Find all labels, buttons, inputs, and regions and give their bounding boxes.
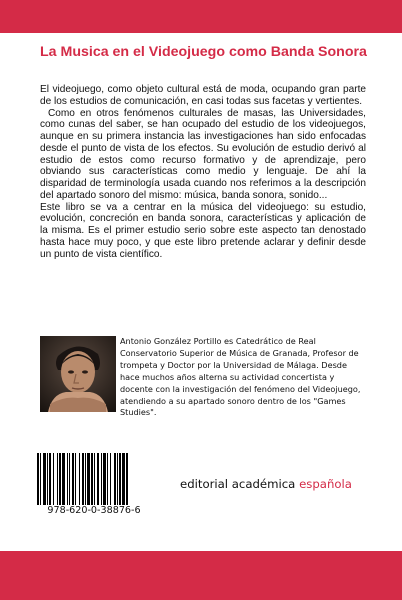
publisher-name-accent: española xyxy=(299,477,352,491)
publisher-name: editorial académica xyxy=(180,477,296,491)
author-photo xyxy=(40,336,116,412)
synopsis xyxy=(40,84,366,260)
isbn-number: 978-620-0-38876-6 xyxy=(47,505,141,516)
top-accent-band xyxy=(0,0,402,33)
synopsis-paragraph: Este libro se va a centrar en la música del videojuego: su estudio, evolución, concreción en banda sonora, características y aplicación de la misma. Es el primer estudio serio sobre este aspecto tan denostado hasta hace muy poco, y que este libro pretende aclarar y definir desde un punto de vista científico. xyxy=(40,201,366,260)
bottom-accent-band xyxy=(0,551,402,600)
publisher-logo xyxy=(180,477,380,491)
author-bio: Antonio González Portillo es Catedrático de Real Conservatorio Superior de Música de Granada, Profesor de trompeta y Doctor por la Universidad de Málaga. Desde hace muchos años alterna su actividad concertista y docente con la investigación del fenómeno del Videojuego, atendiendo a su apartado sonoro dentro de los "Games Studies". xyxy=(120,336,361,418)
barcode xyxy=(35,453,153,505)
book-title: La Musica en el Videojuego como Banda Sonora xyxy=(40,44,367,60)
synopsis-paragraph: El videojuego, como objeto cultural está de moda, ocupando gran parte de los estudios de comunicación, en casi todas sus facetas y vertientes. xyxy=(40,84,366,107)
synopsis-paragraph: Como en otros fenómenos culturales de masas, las Universidades, como cunas del saber, se han ocupado del estudio de los videojuegos, aunque en su primera instancia las investigaciones han sido enfocadas desde el punto de vista de los efectos. Su evolución de estudio derivó al estudio de estos como recurso formativo y de aprendizaje, pero obviando sus características como medio y lenguaje. De ahí la disparidad de terminología usada cuando nos referimos a la descripción del apartado sonoro del mismo: música, banda sonora, sonido... xyxy=(40,107,366,201)
